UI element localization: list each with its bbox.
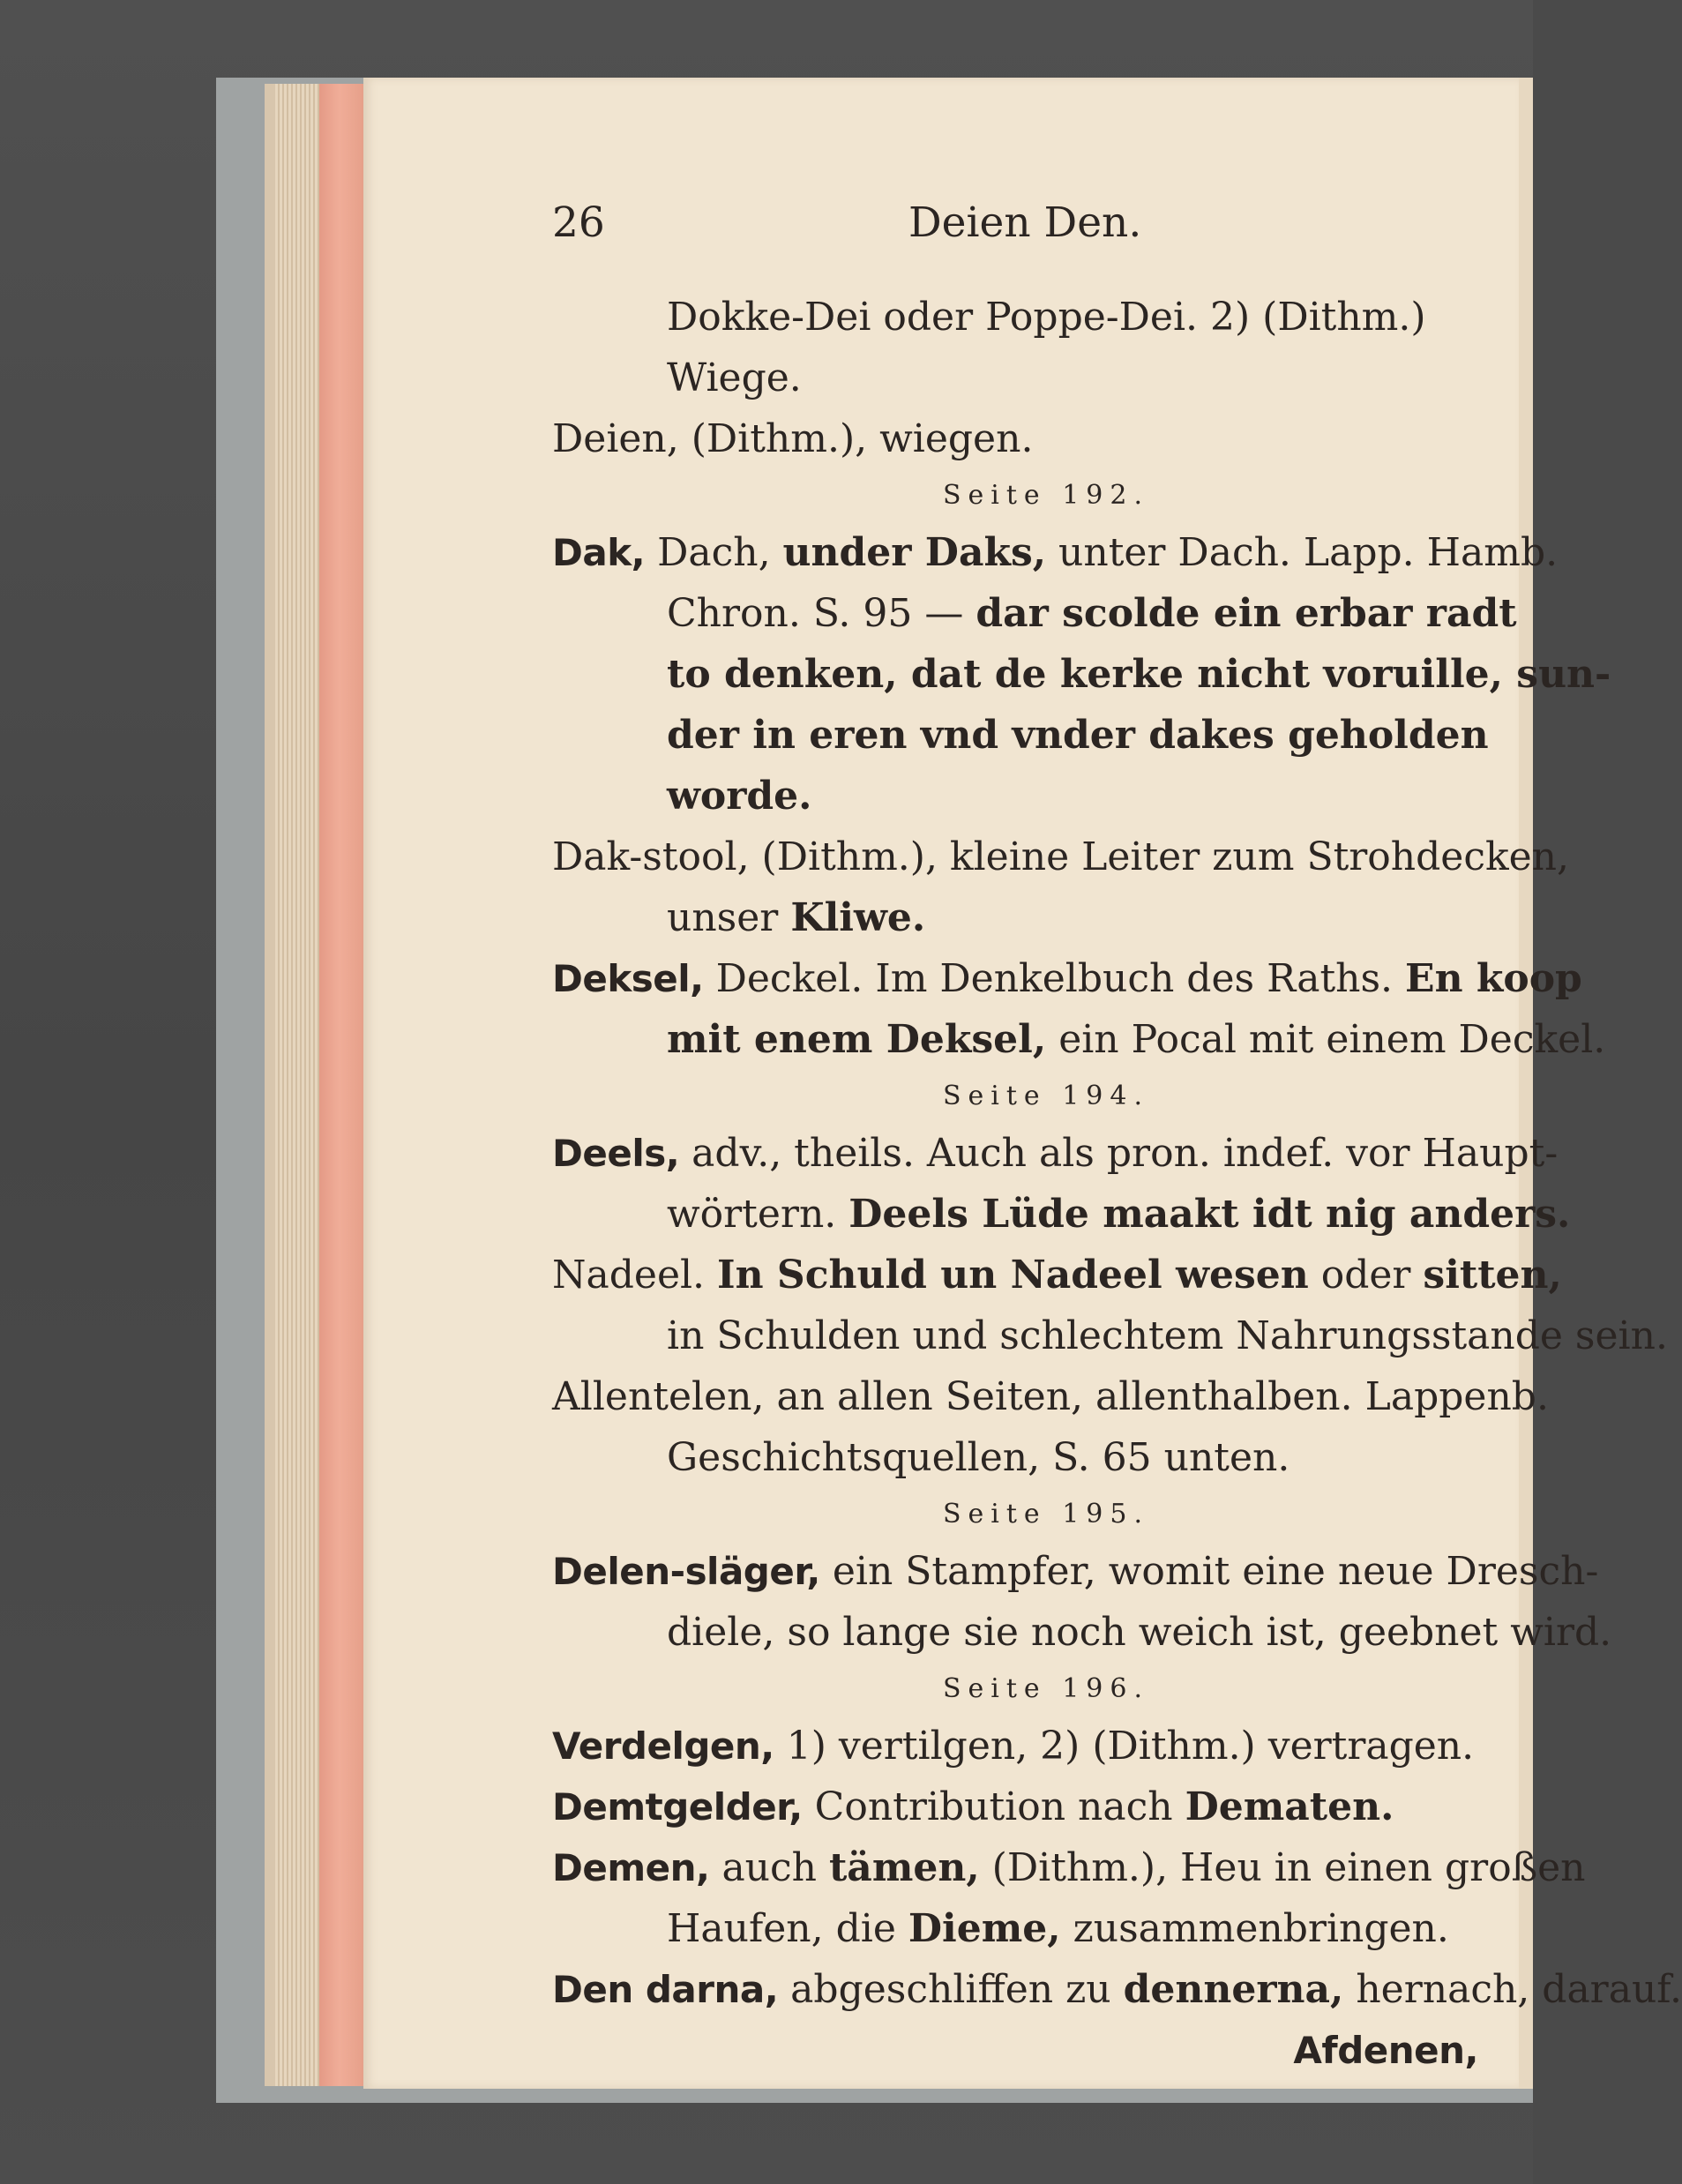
page-edges (275, 84, 319, 2086)
text-segment: Geschichtsquellen, S. 65 unten. (667, 1435, 1290, 1480)
text-line (552, 1776, 1478, 1837)
text-segment: zusammenbringen. (1060, 1906, 1449, 1951)
text-segment: Wiege. (667, 355, 802, 400)
text-segment: (Dithm.), Heu in einen großen (979, 1845, 1586, 1890)
headword: Verdelgen, (552, 1724, 774, 1768)
text-segment: ein Stampfer, womit eine neue Dresch- (819, 1549, 1599, 1594)
text-segment: Dokke-Dei oder Poppe-Dei. 2) (Dithm.) (667, 295, 1426, 340)
section-marker (552, 1070, 1478, 1123)
text-line (552, 766, 1478, 826)
text-line (552, 1898, 1478, 1959)
text-segment: unter Dach. Lapp. Hamb. (1046, 530, 1559, 575)
text-line (552, 583, 1517, 644)
text-line (552, 1123, 1559, 1184)
text-line (552, 1245, 1562, 1305)
text-line (552, 826, 1570, 887)
emphasis-text: Kliwe. (790, 895, 926, 940)
emphasis-text: tämen, (828, 1845, 980, 1890)
text-line (552, 1366, 1549, 1427)
headword: Deels, (552, 1132, 680, 1175)
text-segment: Chron. S. 95 — (667, 591, 976, 636)
page-number: 26 (552, 198, 605, 247)
emphasis-text: In Schuld un Nadeel wesen (717, 1253, 1309, 1298)
text-line (552, 522, 1559, 583)
text-segment: oder (1308, 1253, 1424, 1298)
text-segment: Seite 196. (942, 1673, 1150, 1704)
text-line (552, 1009, 1606, 1070)
text-segment: Seite 195. (942, 1499, 1150, 1530)
headword: Afdenen, (1293, 2029, 1478, 2072)
text-line (552, 1541, 1599, 1602)
text-segment: Dak-stool, (Dithm.), kleine Leiter zum Strohdecken, (552, 834, 1570, 879)
text-segment: Allentelen, an allen Seiten, allenthalben. Lappenb. (552, 1374, 1549, 1419)
text-line (552, 1305, 1668, 1366)
text-segment: Deien, (Dithm.), wiegen. (552, 416, 1034, 461)
emphasis-text: En koop (1405, 956, 1582, 1001)
text-segment: in Schulden und schlechtem Nahrungsstande sein. (667, 1313, 1668, 1358)
text-line (552, 887, 1478, 948)
text-segment: Haufen, die (667, 1906, 908, 1951)
text-segment: hernach, darauf. (1343, 1967, 1682, 2012)
text-segment: Nadeel. (552, 1253, 718, 1298)
text-line (552, 1184, 1571, 1245)
text-line (552, 408, 1478, 469)
emphasis-text: under Daks, (782, 530, 1047, 575)
headword: Demtgelder, (552, 1785, 803, 1829)
text-line (552, 644, 1611, 705)
emphasis-text: dennerna, (1123, 1967, 1344, 2012)
text-line (552, 1837, 1586, 1898)
text-line (552, 1602, 1612, 1663)
running-title: Deien Den. (908, 198, 1142, 247)
text-segment: Contribution nach (802, 1784, 1185, 1829)
text-body (552, 287, 1682, 2081)
text-segment: ein Pocal mit einem Deckel. (1046, 1017, 1606, 1062)
text-line (552, 705, 1489, 766)
text-segment: Dach, (645, 530, 783, 575)
emphasis-text: sitten, (1423, 1253, 1562, 1298)
text-segment: 1) vertilgen, 2) (Dithm.) vertragen. (774, 1724, 1475, 1769)
text-segment: Seite 194. (942, 1081, 1150, 1111)
text-line (552, 348, 1478, 408)
text-segment: diele, so lange sie noch weich ist, geebnet wird. (667, 1610, 1612, 1655)
emphasis-text: Dieme, (908, 1906, 1061, 1951)
text-line (552, 287, 1478, 348)
emphasis-text: worde. (667, 774, 812, 819)
red-page-edge (319, 84, 363, 2086)
text-segment: unser (667, 895, 791, 940)
text-segment: abgeschliffen zu (778, 1967, 1124, 2012)
emphasis-text: dar scolde ein erbar radt (976, 591, 1517, 636)
emphasis-text: to denken, dat de kerke nicht voruille, sun- (667, 652, 1611, 697)
text-line (552, 1427, 1478, 1488)
text-line (552, 1959, 1682, 2020)
text-segment: wörtern. (667, 1192, 849, 1237)
section-marker (552, 469, 1478, 522)
headword: Den darna, (552, 1968, 779, 2011)
page-right-edge (1519, 78, 1533, 2089)
page-header (552, 198, 1478, 260)
emphasis-text: Dematen. (1185, 1784, 1394, 1829)
text-segment: auch (709, 1845, 829, 1890)
emphasis-text: mit enem Deksel, (667, 1017, 1047, 1062)
headword: Dak, (552, 531, 646, 574)
headword: Deksel, (552, 957, 704, 1000)
emphasis-text: Deels Lüde maakt idt nig anders. (848, 1192, 1571, 1237)
headword: Demen, (552, 1846, 710, 1889)
headword: Delen-släger, (552, 1550, 820, 1593)
text-segment: Deckel. Im Denkelbuch des Raths. (703, 956, 1406, 1001)
text-line (552, 948, 1582, 1009)
text-line (552, 1716, 1478, 1776)
text-segment: Seite 192. (942, 480, 1150, 511)
section-marker (552, 1488, 1478, 1541)
text-line (552, 2020, 1478, 2081)
emphasis-text: der in eren vnd vnder dakes geholden (667, 713, 1489, 758)
text-segment: adv., theils. Auch als pron. indef. vor Haupt- (679, 1131, 1559, 1176)
section-marker (552, 1663, 1478, 1716)
